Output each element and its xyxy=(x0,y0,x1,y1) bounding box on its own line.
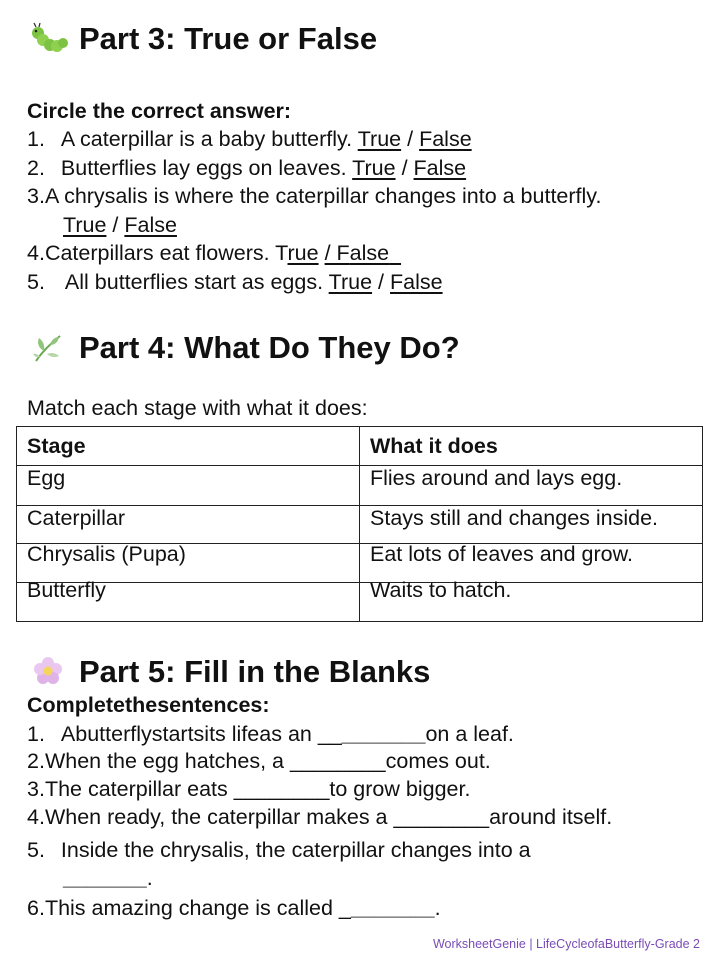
part3-instruction: Circle the correct answer: xyxy=(27,99,292,123)
fill-item-1 xyxy=(27,722,514,747)
action-cell: Flies around and lays egg. xyxy=(360,466,703,506)
separator: / xyxy=(112,213,119,237)
tf-item-4 xyxy=(27,241,401,266)
tf-item-3-options xyxy=(63,213,177,238)
table-header-row xyxy=(17,427,703,466)
tf-item-3 xyxy=(27,184,601,209)
item-number: 3. xyxy=(27,777,45,801)
part5-title: Part 5: Fill in the Blanks xyxy=(79,654,431,689)
item-number: 2. xyxy=(27,749,45,773)
false-option[interactable]: False xyxy=(390,270,443,294)
blank-field[interactable]: _______ xyxy=(341,722,426,746)
false-option[interactable]: False xyxy=(124,213,177,237)
footer-credit: WorksheetGenie | LifeCycleofaButterfly-Grade 2 xyxy=(432,937,700,951)
item-number: 6. xyxy=(27,896,45,920)
false-option[interactable]: alse xyxy=(349,241,390,265)
fill-item-4 xyxy=(27,805,612,830)
part3-title: Part 3: True or False xyxy=(79,21,378,56)
action-cell: Stays still and changes inside. xyxy=(360,506,703,544)
stage-cell: Caterpillar xyxy=(17,506,360,544)
true-option[interactable]: True xyxy=(357,127,402,151)
table-row xyxy=(17,466,703,506)
flower-icon xyxy=(33,656,63,686)
item-text: All butterflies start as eggs. xyxy=(64,270,324,294)
false-option[interactable]: False xyxy=(419,127,472,151)
header-what-it-does: What it does xyxy=(360,427,703,466)
item-text-after: around itself. xyxy=(489,805,613,829)
item-text: Inside the chrysalis, the caterpillar changes into a xyxy=(60,838,531,862)
action-cell: Waits to hatch. xyxy=(360,583,703,622)
caterpillar-icon xyxy=(30,22,68,56)
item-text-after: to grow bigger. xyxy=(329,777,471,801)
item-text-after: . xyxy=(434,896,441,920)
action-cell: Eat lots of leaves and grow. xyxy=(360,542,703,581)
fill-item-6 xyxy=(27,896,441,921)
item-text: When ready, the caterpillar makes a _ xyxy=(44,805,406,829)
header-stage: Stage xyxy=(17,427,360,466)
blank-field[interactable]: _______ xyxy=(245,777,330,801)
matching-table xyxy=(16,426,703,622)
stage-cell: Egg xyxy=(17,466,360,506)
part4-instruction: Match each stage with what it does: xyxy=(27,396,368,420)
blank-field[interactable]: _______ xyxy=(301,749,386,773)
true-option[interactable]: rue xyxy=(287,241,319,265)
separator: / xyxy=(401,156,408,180)
true-option[interactable]: True xyxy=(63,213,107,237)
separator: / xyxy=(378,270,385,294)
leaf-icon xyxy=(32,332,64,364)
item-text: Caterpillars eat flowers. T xyxy=(44,241,288,265)
item-number: 2. xyxy=(27,156,45,180)
blank-field[interactable]: _______ xyxy=(350,896,435,920)
item-text: The caterpillar eats _ xyxy=(44,777,246,801)
table-row xyxy=(17,544,703,583)
item-text: Abutterflystartsits lifeas an __ xyxy=(60,722,342,746)
true-option[interactable]: True xyxy=(328,270,373,294)
tf-item-2 xyxy=(27,156,466,181)
item-number: 3. xyxy=(27,184,45,208)
item-number: 4. xyxy=(27,805,45,829)
separator: / F xyxy=(324,241,350,265)
item-number: 5. xyxy=(27,838,45,862)
fill-item-5-blank xyxy=(63,866,153,891)
false-option[interactable]: False xyxy=(413,156,467,180)
item-text-after: on a leaf. xyxy=(425,722,514,746)
fill-item-2 xyxy=(27,749,491,774)
blank-field[interactable]: _______ xyxy=(405,805,490,829)
tf-item-1 xyxy=(27,127,472,152)
stage-cell: Chrysalis (Pupa) xyxy=(17,542,360,581)
part4-title: Part 4: What Do They Do? xyxy=(79,330,460,365)
stage-cell: Butterfly xyxy=(17,583,360,622)
item-number: 5. xyxy=(27,270,45,294)
item-text-after: comes out. xyxy=(385,749,491,773)
item-text: This amazing change is called _ xyxy=(44,896,351,920)
item-number: 4. xyxy=(27,241,45,265)
item-text: A caterpillar is a baby butterfly. xyxy=(60,127,353,151)
item-text-after: . xyxy=(146,866,153,890)
item-text: Butterflies lay eggs on leaves. xyxy=(60,156,347,180)
item-text: A chrysalis is where the caterpillar changes into a butterfly. xyxy=(44,184,602,208)
fill-item-5 xyxy=(27,838,531,863)
table-row xyxy=(17,583,703,622)
blank-field[interactable]: _______ xyxy=(63,866,147,890)
tf-item-5 xyxy=(27,270,443,295)
table-row xyxy=(17,506,703,544)
fill-item-3 xyxy=(27,777,470,802)
part5-instruction: Completethesentences: xyxy=(27,693,270,717)
item-number: 1. xyxy=(27,722,45,746)
separator: / xyxy=(407,127,414,151)
item-text: When the egg hatches, a _ xyxy=(44,749,302,773)
item-number: 1. xyxy=(27,127,45,151)
true-option[interactable]: True xyxy=(352,156,396,180)
